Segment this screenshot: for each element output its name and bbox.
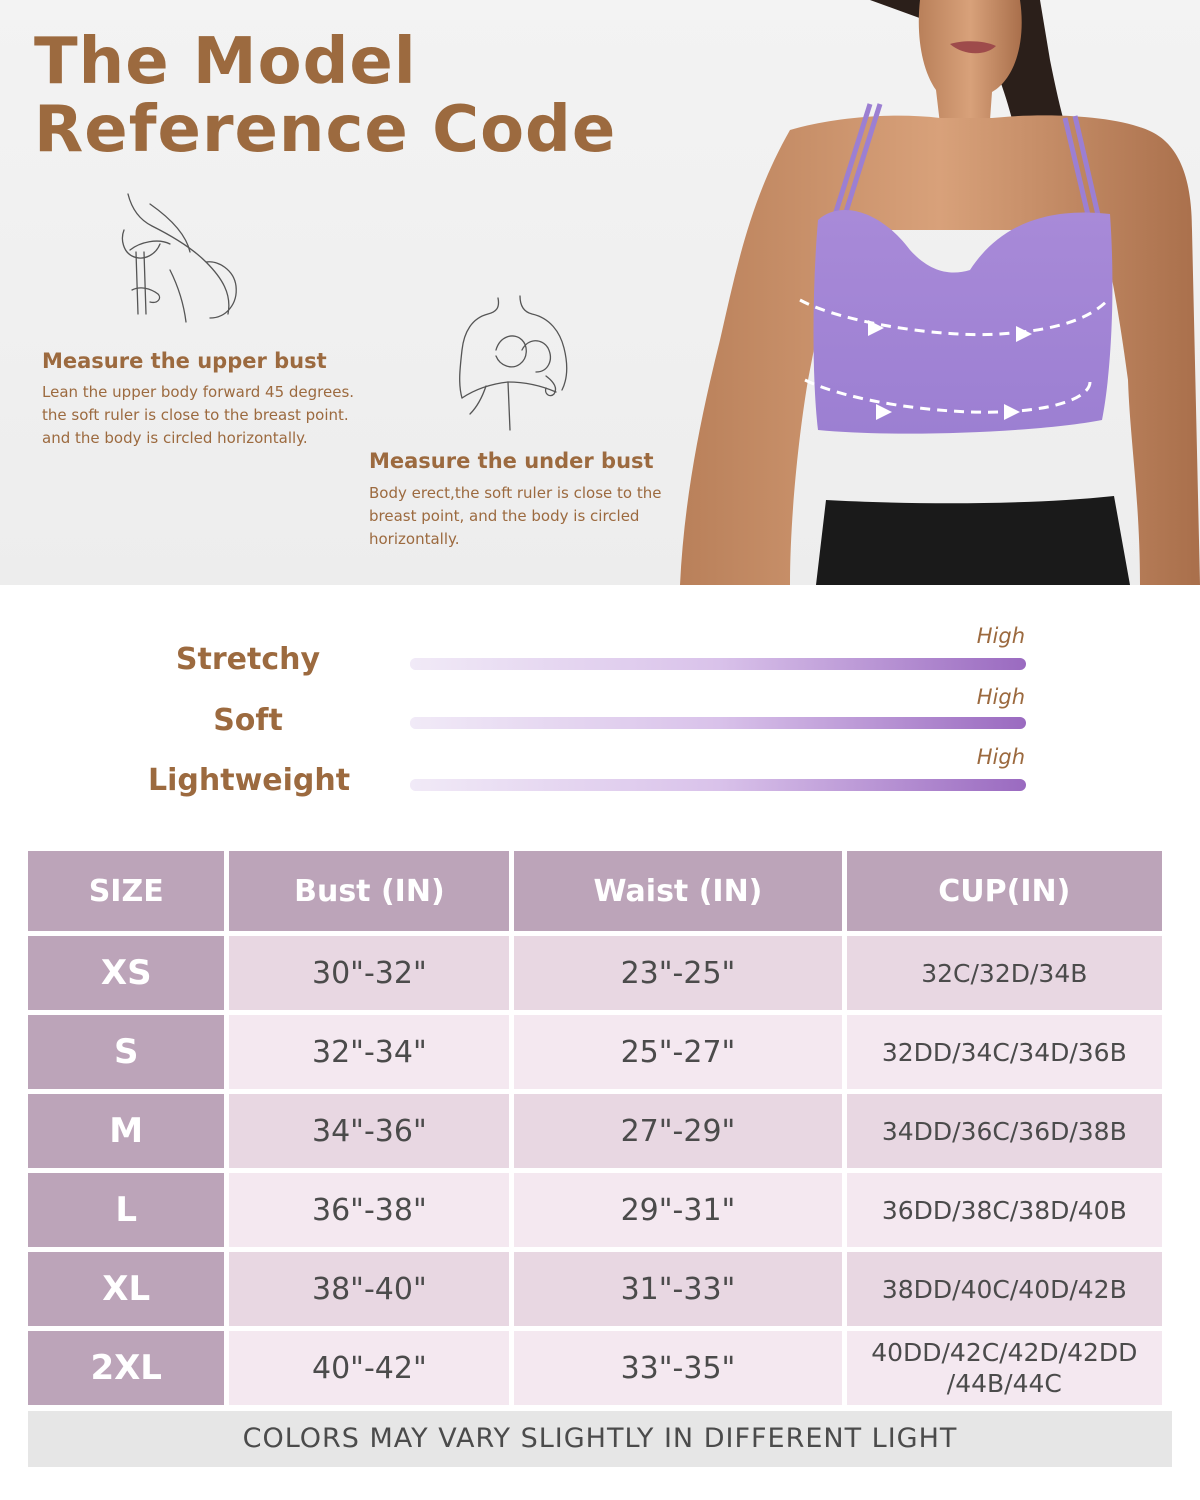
size-cell: S — [28, 1015, 224, 1089]
cup-cell — [847, 1331, 1162, 1405]
size-cell: XS — [28, 936, 224, 1010]
cup-line: 34DD/36C/36D/38B — [881, 1116, 1127, 1146]
column-header-cup: CUP(IN) — [847, 851, 1162, 931]
color-disclaimer: COLORS MAY VARY SLIGHTLY IN DIFFERENT LIGHT — [28, 1411, 1172, 1467]
table-row — [28, 1173, 1162, 1247]
attribute-bar-fill — [410, 779, 1026, 791]
cup-line: 32C/32D/34B — [921, 958, 1088, 988]
cup-cell — [847, 1173, 1162, 1247]
bust-cell: 30"-32" — [229, 936, 509, 1010]
waist-cell: 23"-25" — [514, 936, 841, 1010]
size-cell: M — [28, 1094, 224, 1168]
column-header-waist: Waist (IN) — [514, 851, 841, 931]
column-header-bust: Bust (IN) — [229, 851, 509, 931]
attribute-level-stretchy: High — [976, 624, 1025, 648]
cup-line: /44B/44C — [946, 1369, 1062, 1398]
cup-line: 36DD/38C/38D/40B — [881, 1195, 1127, 1225]
under-bust-sketch-icon — [450, 292, 580, 434]
size-cell: L — [28, 1173, 224, 1247]
upper-bust-description — [42, 381, 354, 450]
cup-line: 32DD/34C/34D/36B — [881, 1037, 1127, 1067]
cup-cell — [847, 1015, 1162, 1089]
attribute-label-stretchy: Stretchy — [175, 642, 321, 677]
cup-cell — [847, 1252, 1162, 1326]
attribute-bar-soft — [410, 717, 1026, 729]
under-bust-line: Body erect,the soft ruler is close to the — [369, 484, 662, 502]
upper-bust-line: Lean the upper body forward 45 degrees. — [42, 383, 355, 401]
attribute-label-lightweight: Lightweight — [148, 763, 351, 798]
waist-cell: 25"-27" — [514, 1015, 841, 1089]
waist-cell: 27"-29" — [514, 1094, 841, 1168]
under-bust-description — [369, 482, 661, 551]
cup-line: 40DD/42C/42D/42DD — [871, 1338, 1138, 1367]
table-row — [28, 936, 1162, 1010]
waist-cell: 33"-35" — [514, 1331, 841, 1405]
waist-cell: 31"-33" — [514, 1252, 841, 1326]
bust-cell: 38"-40" — [229, 1252, 509, 1326]
attribute-bar-lightweight — [410, 779, 1026, 791]
size-chart-table — [23, 846, 1167, 1410]
table-row — [28, 1331, 1162, 1405]
model-photo — [640, 0, 1200, 585]
table-row — [28, 1252, 1162, 1326]
size-cell: XL — [28, 1252, 224, 1326]
title-line-1: The Model — [34, 25, 417, 99]
upper-bust-heading: Measure the upper bust — [42, 349, 327, 373]
upper-bust-line: the soft ruler is close to the breast point. — [42, 406, 349, 424]
cup-cell — [847, 936, 1162, 1010]
under-bust-line: horizontally. — [369, 530, 460, 548]
attribute-bar-fill — [410, 658, 1026, 670]
table-row — [28, 1094, 1162, 1168]
attribute-level-soft: High — [976, 685, 1025, 709]
cup-cell — [847, 1094, 1162, 1168]
upper-bust-sketch-icon — [110, 190, 250, 330]
waist-cell: 29"-31" — [514, 1173, 841, 1247]
attribute-bar-fill — [410, 717, 1026, 729]
table-header-row — [28, 851, 1162, 931]
under-bust-heading: Measure the under bust — [369, 449, 654, 473]
table-row — [28, 1015, 1162, 1089]
column-header-size: SIZE — [28, 851, 224, 931]
hero-section — [0, 0, 1200, 585]
bust-cell: 34"-36" — [229, 1094, 509, 1168]
under-bust-line: breast point, and the body is circled — [369, 507, 640, 525]
upper-bust-line: and the body is circled horizontally. — [42, 429, 308, 447]
cup-line: 38DD/40C/40D/42B — [881, 1274, 1127, 1304]
page-title — [34, 25, 617, 167]
attribute-bar-stretchy — [410, 658, 1026, 670]
title-line-2: Reference Code — [34, 93, 617, 167]
size-cell: 2XL — [28, 1331, 224, 1405]
bust-cell: 32"-34" — [229, 1015, 509, 1089]
attribute-level-lightweight: High — [976, 745, 1025, 769]
bust-cell: 36"-38" — [229, 1173, 509, 1247]
attribute-label-soft: Soft — [213, 703, 283, 738]
bust-cell: 40"-42" — [229, 1331, 509, 1405]
